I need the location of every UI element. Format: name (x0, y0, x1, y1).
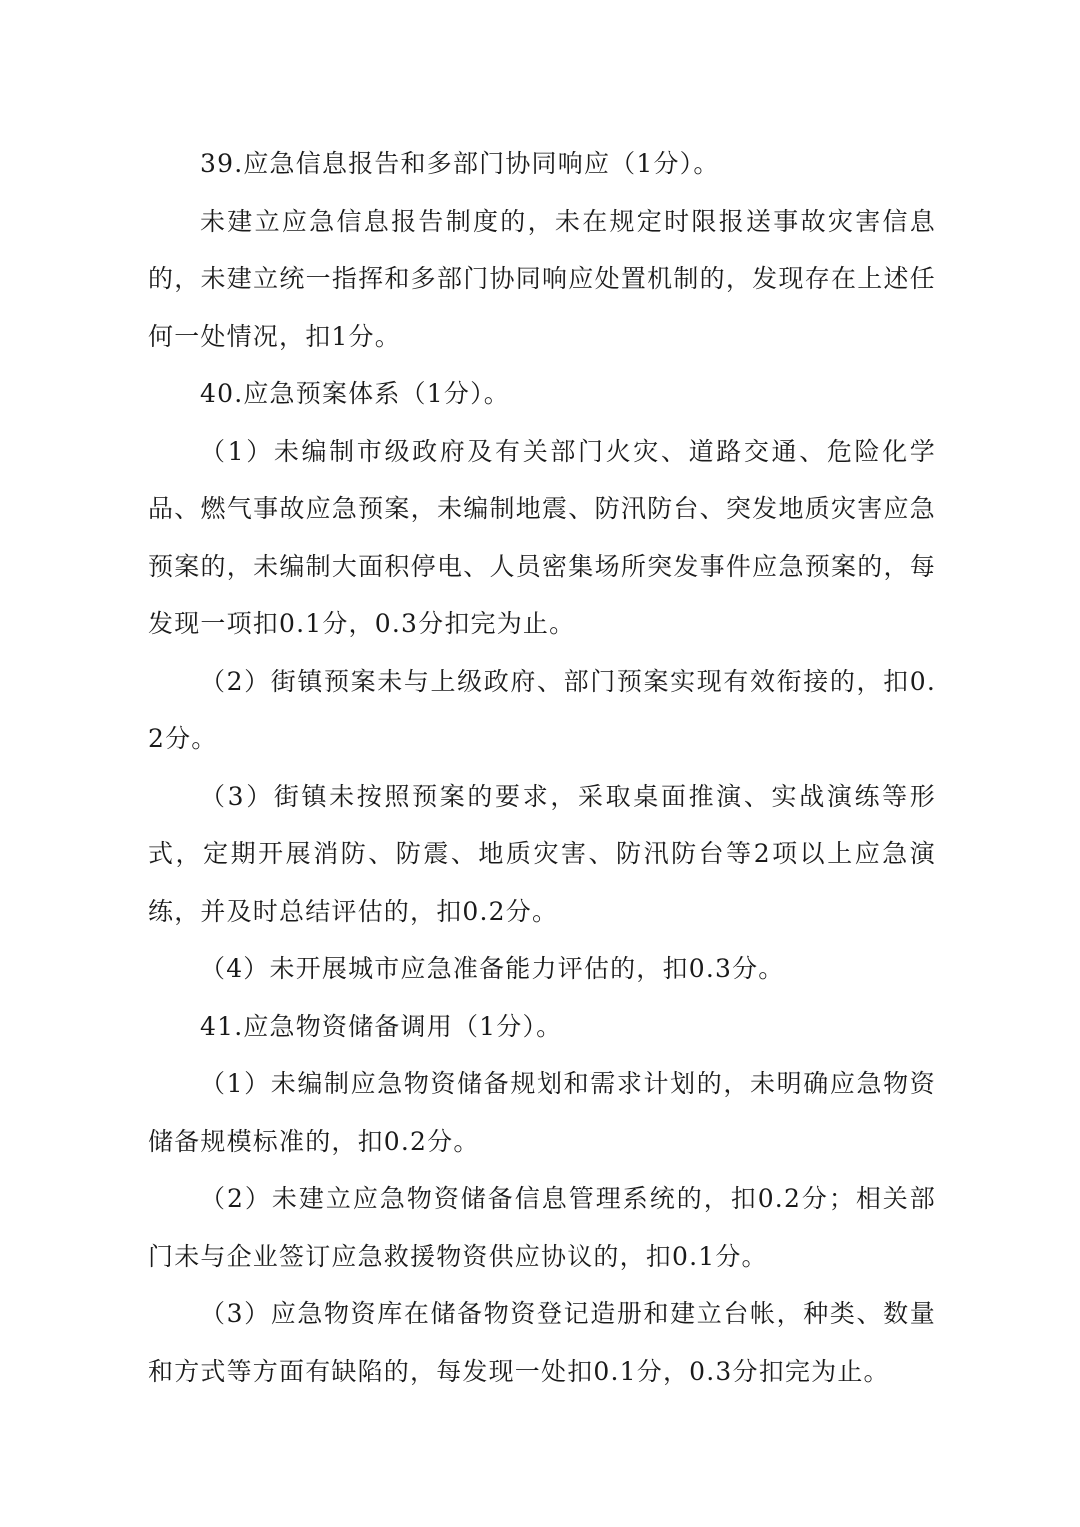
section-heading-39: 39.应急信息报告和多部门协同响应（1分）。 (200, 149, 720, 178)
paragraph-39-body: 未建立应急信息报告制度的，未在规定时限报送事故灾害信息的，未建立统一指挥和多部门协同响应处置机制的，发现存在上述任何一处情况，扣1分。 (148, 206, 936, 351)
paragraph-40-item-4: （4）未开展城市应急准备能力评估的，扣0.3分。 (200, 954, 785, 983)
paragraph-40-item-3: （3）街镇未按照预案的要求，采取桌面推演、实战演练等形式，定期开展消防、防震、地质灾害、防汛防台等2项以上应急演练，并及时总结评估的，扣0.2分。 (148, 781, 936, 926)
paragraph-40-item-1: （1）未编制市级政府及有关部门火灾、道路交通、危险化学品、燃气事故应急预案，未编制地震、防汛防台、突发地质灾害应急预案的，未编制大面积停电、人员密集场所突发事件应急预案的，每发现一项扣0.1分，0.3分扣完为止。 (148, 436, 936, 638)
section-heading-40: 40.应急预案体系（1分）。 (200, 379, 510, 408)
paragraph-41-item-3: （3）应急物资库在储备物资登记造册和建立台帐，种类、数量和方式等方面有缺陷的，每发现一处扣0.1分，0.3分扣完为止。 (148, 1299, 936, 1386)
paragraph-41-item-1: （1）未编制应急物资储备规划和需求计划的，未明确应急物资储备规模标准的，扣0.2分。 (148, 1069, 936, 1156)
document-page (148, 135, 936, 1400)
paragraph-40-item-2: （2）街镇预案未与上级政府、部门预案实现有效衔接的，扣0.2分。 (148, 666, 936, 753)
section-heading-41: 41.应急物资储备调用（1分）。 (200, 1011, 563, 1041)
paragraph-41-item-2: （2）未建立应急物资储备信息管理系统的，扣0.2分；相关部门未与企业签订应急救援物资供应协议的，扣0.1分。 (148, 1184, 936, 1271)
